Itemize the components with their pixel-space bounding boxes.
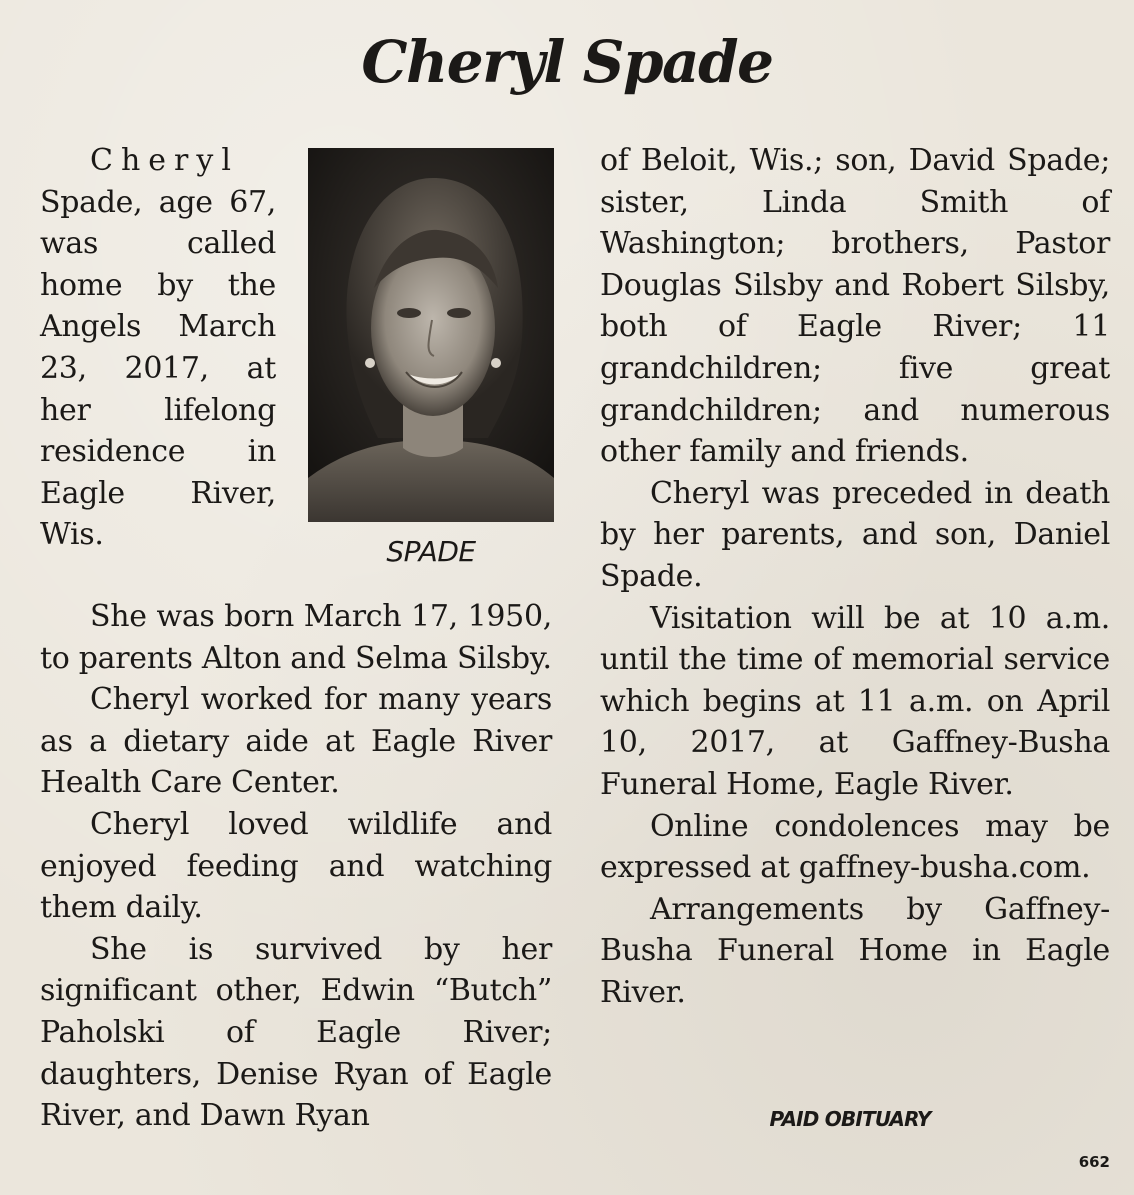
paragraph-survivors-continued: of Beloit, Wis.; son, David Spade; sister, Linda Smith of Washington; brothers, Pastor Douglas Silsby and Robert Silsby, both of Eagle River; 11 grandchildren; five great grandchildren; and numerous other family and friends. [600,143,1110,470]
paragraph-work: Cheryl worked for many years as a dietary aide at Eagle River Health Care Center. [40,682,552,801]
paragraph-preceded: Cheryl was preceded in death by her parents, and son, Daniel Spade. [600,475,1110,594]
intro-first-name: Cheryl [90,143,239,178]
left-column-bottom [40,596,552,1137]
paragraph-intro [40,140,276,556]
paid-obituary-label: PAID OBITUARY [769,1107,931,1131]
right-column [600,140,1110,1013]
paragraph-condolences: Online condolences may be expressed at gaffney-busha.com. [600,808,1110,886]
paragraph-visitation: Visitation will be at 10 a.m. until the time of memorial service which begins at 11 a.m. on April 10, 2017, at Gaffney-Busha Funeral Home, Eagle River. [600,600,1110,802]
paragraph-hobbies: Cheryl loved wildlife and enjoyed feeding and watching them daily. [40,806,552,926]
photo-caption: SPADE [386,535,476,568]
left-column-top [40,140,276,556]
clipping-code: 662 [1078,1153,1110,1171]
paragraph-survivors: She is survived by her significant other, Edwin “Butch” Paholski of Eagle River; daughters, Denise Ryan of Eagle River, and Dawn Ryan [40,931,552,1134]
obituary-title: Cheryl Spade [361,28,773,96]
paragraph-birth: She was born March 17, 1950, to parents Alton and Selma Silsby. [40,599,552,676]
portrait-photo [308,148,554,522]
intro-text: Spade, age 67, was called home by the Angels March 23, 2017, at her lifelong residence in Eagle River, Wis. [40,184,276,553]
paragraph-arrangements: Arrangements by Gaffney-Busha Funeral Home in Eagle River. [600,891,1110,1010]
